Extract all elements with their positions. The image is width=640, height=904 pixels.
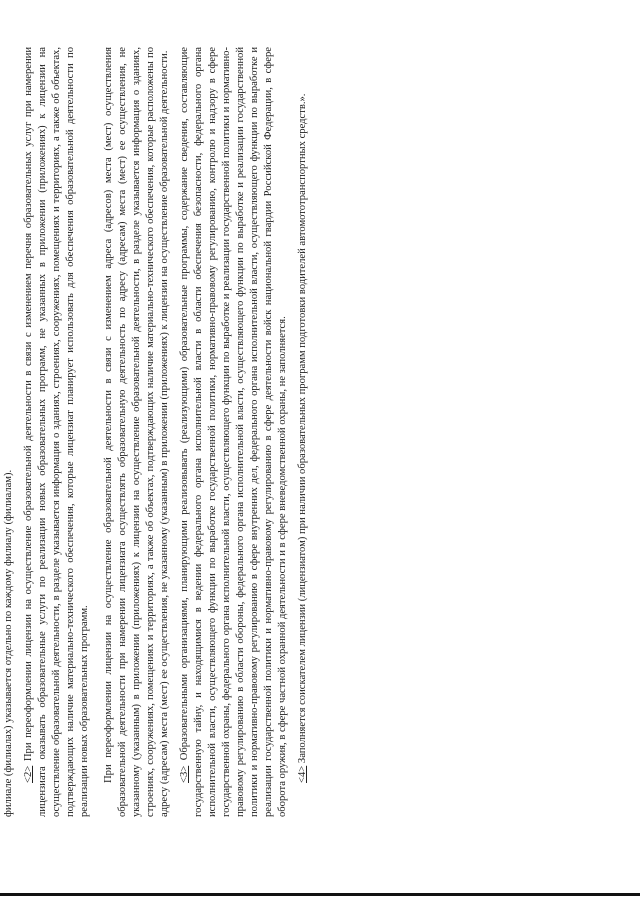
footnote-1 (0, 47, 16, 817)
footnote-text: Заполняется соискателем лицензии (лицензиатом) при наличии образовательных программ подготовки водителей автомототранспортных средств.». (297, 93, 308, 766)
footnote-text: При переоформлении лицензии на осуществление образовательной деятельности в связи с изменением адреса (адресов) места (мест) осуществления образовательной деятельности при намерении лицензиата осуществлять образовательную деятельность по адресу (адресам) места (мест) ее осуществления, не указанному (указанным) в приложении (приложениях) к лицензии на осуществление образовательной деятельности, в разделе указывается информация о зданиях, строениях, сооружениях, помещениях и территориях, а также об объектах, подтверждающих наличие материально-технического обеспечения, которые расположены по адресу (адресам) места (мест) ее осуществления, не указанному (указанным) в приложении (приложениях) к лицензии на осуществление образовательной деятельности. (103, 47, 170, 817)
footnote-2-paragraph-2 (102, 47, 172, 817)
footnote-text: филиале (филиалах) указывается отдельно по каждому филиалу (филиалам). (3, 469, 14, 817)
footnote-4 (296, 47, 310, 817)
footnote-text: При переоформлении лицензии на осуществление образовательной деятельности в связи с изменением перечня образовательных услуг при намерении лицензиата оказывать образовательные услуги по реализации новых образовательных программ, не указанных в приложении (приложениях) к лицензии на осуществление образовательной деятельности, в разделе указывается информация о зданиях, строениях, сооружениях, помещениях и территориях, а также об объектах, подтверждающих наличие материально-технического обеспечения, которые лицензиат планирует использовать для обеспечения образовательной деятельности по реализации новых образовательных программ. (23, 47, 90, 817)
footnote-marker: <2> (23, 765, 34, 783)
footnote-3 (178, 47, 290, 817)
footnote-marker: <4> (297, 765, 308, 783)
footnote-marker: <3> (179, 765, 190, 783)
rotated-footnotes-block (0, 47, 408, 817)
footnote-2 (22, 47, 92, 817)
footnote-text: Образовательными организациями, планирующими реализовывать (реализующими) образовательные программы, содержание сведения, составляющие государственную тайну, и находящимися в ведении федерального органа исполнительной власти в области обеспечения безопасности, федерального органа исполнительной власти, осуществляющего функции по выработке государственной политики, нормативно-правовому регулированию, контролю и надзору в сфере государственной охраны, федерального органа исполнительной власти, осуществляющего функции по выработке и реализации государственной политики и нормативно-правовому регулированию в области обороны, федерального органа исполнительной власти, осуществляющего функции по выработке и реализации государственной политики и нормативно-правовому регулированию в сфере внутренних дел, федерального органа исполнительной власти, осуществляющего функции по выработке и реализации государственной политики и нормативно-правовому регулированию в сфере деятельности войск национальной гвардии Российской Федерации, в сфере оборота оружия, в сфере частной охранной деятельности и в сфере вневедомственной охраны, не заполняется. (179, 47, 288, 817)
page-bottom-rule (0, 893, 640, 896)
